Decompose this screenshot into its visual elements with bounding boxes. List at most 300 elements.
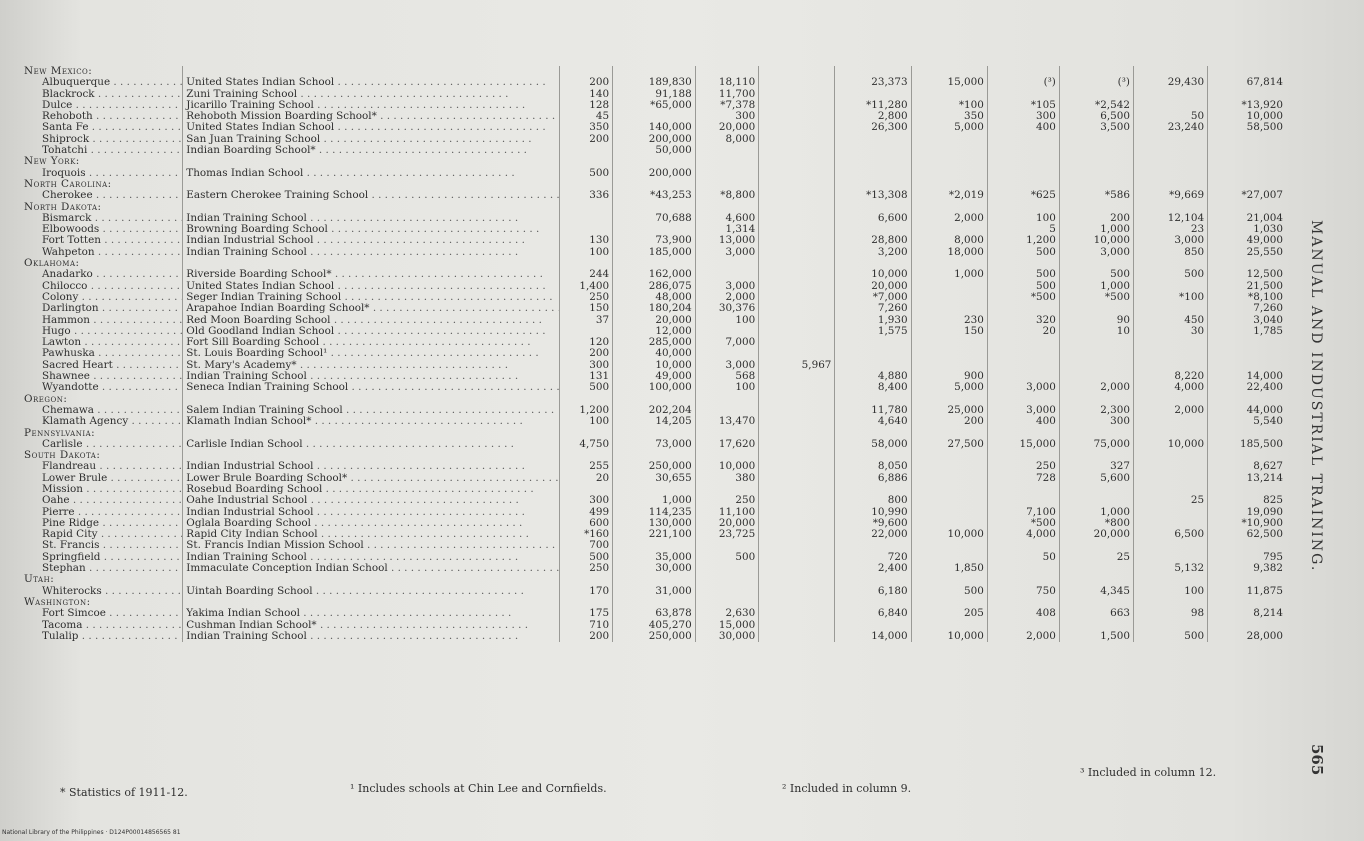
value-cell-c4 [759, 224, 835, 235]
value-cell-c10 [1208, 484, 1286, 495]
school-name-cell: Indian Training School . . . [183, 631, 560, 642]
value-cell-c7: 400 [987, 416, 1059, 427]
value-cell-c8 [1059, 360, 1133, 371]
state-row [24, 202, 1286, 213]
school-name-cell: Jicarillo Training School . . . [183, 100, 560, 111]
location-cell: Tulalip . . . [24, 631, 183, 642]
value-cell-c5: 26,300 [835, 122, 911, 133]
value-cell-c3: 568 [695, 371, 759, 382]
value-cell-c3: 30,376 [695, 303, 759, 314]
school-name-cell: Eastern Cherokee Training School . . . [183, 190, 560, 201]
value-cell-c9: 12,104 [1133, 213, 1207, 224]
value-cell-c7: 1,200 [987, 235, 1059, 246]
empty-cell [183, 202, 560, 213]
value-cell-c3: 17,620 [695, 439, 759, 450]
value-cell-c5: 720 [835, 552, 911, 563]
value-cell-c2: 130,000 [613, 518, 696, 529]
value-cell-c2: 12,000 [613, 326, 696, 337]
table-row [24, 190, 1286, 201]
value-cell-c10: 62,500 [1208, 529, 1286, 540]
table-row [24, 269, 1286, 280]
state-heading: North Dakota: [24, 201, 102, 213]
value-cell-c10: 3,040 [1208, 315, 1286, 326]
value-cell-c4: 5,967 [759, 360, 835, 371]
location-cell: Pierre . . . [24, 507, 183, 518]
value-cell-c9 [1133, 461, 1207, 472]
table-row [24, 552, 1286, 563]
empty-cell [1208, 574, 1286, 585]
value-cell-c8: 25 [1059, 552, 1133, 563]
value-cell-c5 [835, 484, 911, 495]
value-cell-c9 [1133, 473, 1207, 484]
value-cell-c4 [759, 631, 835, 642]
value-cell-c4 [759, 213, 835, 224]
empty-cell [987, 179, 1059, 190]
location-cell: Chilocco . . . [24, 281, 183, 292]
value-cell-c1 [560, 326, 613, 337]
value-cell-c10: 22,400 [1208, 382, 1286, 393]
value-cell-c8 [1059, 484, 1133, 495]
school-name-cell: Fort Sill Boarding School . . . [183, 337, 560, 348]
empty-cell [1059, 428, 1133, 439]
value-cell-c7 [987, 303, 1059, 314]
value-cell-c5: 10,990 [835, 507, 911, 518]
value-cell-c5: 8,050 [835, 461, 911, 472]
empty-cell [613, 450, 696, 461]
state-heading: New Mexico: [24, 66, 93, 77]
value-cell-c9 [1133, 552, 1207, 563]
value-cell-c8: 90 [1059, 315, 1133, 326]
value-cell-c3 [695, 586, 759, 597]
value-cell-c5: 14,000 [835, 631, 911, 642]
value-cell-c9: *100 [1133, 292, 1207, 303]
value-cell-c1: 244 [560, 269, 613, 280]
table-row [24, 100, 1286, 111]
value-cell-c3: 3,000 [695, 360, 759, 371]
value-cell-c3: 13,000 [695, 235, 759, 246]
footnote-1: ¹ Includes schools at Chin Lee and Cornfields. [350, 782, 607, 795]
value-cell-c2: 48,000 [613, 292, 696, 303]
empty-cell [835, 66, 911, 77]
value-cell-c2: 30,000 [613, 563, 696, 574]
table-row [24, 495, 1286, 506]
empty-cell [1208, 394, 1286, 405]
school-name-cell: United States Indian School . . . [183, 122, 560, 133]
value-cell-c10: 1,785 [1208, 326, 1286, 337]
value-cell-c2: 50,000 [613, 145, 696, 156]
value-cell-c8: 200 [1059, 213, 1133, 224]
table-row [24, 281, 1286, 292]
value-cell-c5: 800 [835, 495, 911, 506]
location-cell: Bismarck . . . [24, 213, 183, 224]
empty-cell [759, 156, 835, 167]
empty-cell [1059, 597, 1133, 608]
empty-cell [560, 450, 613, 461]
empty-cell [560, 428, 613, 439]
value-cell-c4 [759, 586, 835, 597]
value-cell-c9 [1133, 89, 1207, 100]
value-cell-c6: 18,000 [911, 247, 987, 258]
value-cell-c9: 3,000 [1133, 235, 1207, 246]
value-cell-c1 [560, 145, 613, 156]
value-cell-c4 [759, 416, 835, 427]
value-cell-c9: 4,000 [1133, 382, 1207, 393]
table-row [24, 337, 1286, 348]
school-name-cell: Indian Boarding School* . . . [183, 145, 560, 156]
location-cell: Wyandotte . . . [24, 382, 183, 393]
value-cell-c9 [1133, 281, 1207, 292]
school-name-cell: Uintah Boarding School . . . [183, 586, 560, 597]
state-heading: Utah: [24, 574, 55, 586]
value-cell-c1: 300 [560, 360, 613, 371]
empty-cell [695, 156, 759, 167]
value-cell-c4 [759, 529, 835, 540]
value-cell-c10: 19,090 [1208, 507, 1286, 518]
table-row [24, 608, 1286, 619]
value-cell-c3: 11,700 [695, 89, 759, 100]
school-name-cell: Thomas Indian School . . . [183, 168, 560, 179]
library-mark: National Library of the Philippines · D124P00014856565 81 [2, 829, 181, 836]
value-cell-c7: 408 [987, 608, 1059, 619]
location-cell: Flandreau . . . [24, 461, 183, 472]
location-cell: Albuquerque . . . [24, 77, 183, 88]
value-cell-c3: 10,000 [695, 461, 759, 472]
empty-cell [560, 156, 613, 167]
location-cell: Pine Ridge . . . [24, 518, 183, 529]
state-row [24, 258, 1286, 269]
value-cell-c5 [835, 620, 911, 631]
school-name-cell: Oahe Industrial School . . . [183, 495, 560, 506]
school-name-cell: San Juan Training School . . . [183, 134, 560, 145]
value-cell-c4 [759, 608, 835, 619]
value-cell-c7 [987, 89, 1059, 100]
value-cell-c1: 150 [560, 303, 613, 314]
value-cell-c8: 1,000 [1059, 224, 1133, 235]
location-cell: Stephan . . . [24, 563, 183, 574]
empty-cell [613, 202, 696, 213]
school-name-cell: Klamath Indian School* . . . [183, 416, 560, 427]
value-cell-c3: 4,600 [695, 213, 759, 224]
empty-cell [613, 258, 696, 269]
value-cell-c5: 6,840 [835, 608, 911, 619]
value-cell-c9: 850 [1133, 247, 1207, 258]
school-name-cell: Indian Industrial School . . . [183, 461, 560, 472]
value-cell-c4 [759, 552, 835, 563]
value-cell-c1: 128 [560, 100, 613, 111]
table-row [24, 348, 1286, 359]
state-row [24, 450, 1286, 461]
value-cell-c3: 13,470 [695, 416, 759, 427]
value-cell-c3: 11,100 [695, 507, 759, 518]
location-cell: Shiprock . . . [24, 134, 183, 145]
empty-cell [1133, 66, 1207, 77]
value-cell-c10: 58,500 [1208, 122, 1286, 133]
value-cell-c1 [560, 484, 613, 495]
value-cell-c5: 23,373 [835, 77, 911, 88]
value-cell-c2: 1,000 [613, 495, 696, 506]
value-cell-c6: 10,000 [911, 631, 987, 642]
value-cell-c8: 500 [1059, 269, 1133, 280]
value-cell-c10: 10,000 [1208, 111, 1286, 122]
value-cell-c4 [759, 89, 835, 100]
empty-cell [759, 258, 835, 269]
school-name-cell: Immaculate Conception Indian School . . . [183, 563, 560, 574]
table-row [24, 315, 1286, 326]
state-heading: Oregon: [24, 393, 68, 405]
value-cell-c10: 28,000 [1208, 631, 1286, 642]
school-name-cell: Oglala Boarding School . . . [183, 518, 560, 529]
empty-cell [911, 450, 987, 461]
value-cell-c9 [1133, 145, 1207, 156]
value-cell-c10: 795 [1208, 552, 1286, 563]
value-cell-c9: 29,430 [1133, 77, 1207, 88]
school-name-cell: United States Indian School . . . [183, 77, 560, 88]
value-cell-c2 [613, 484, 696, 495]
empty-cell [835, 574, 911, 585]
value-cell-c3: 20,000 [695, 122, 759, 133]
empty-cell [987, 258, 1059, 269]
value-cell-c9 [1133, 416, 1207, 427]
empty-cell [613, 394, 696, 405]
school-name-cell: United States Indian School . . . [183, 281, 560, 292]
value-cell-c7 [987, 540, 1059, 551]
value-cell-c8: 4,345 [1059, 586, 1133, 597]
value-cell-c3 [695, 563, 759, 574]
value-cell-c9: 8,220 [1133, 371, 1207, 382]
value-cell-c10 [1208, 89, 1286, 100]
value-cell-c6 [911, 495, 987, 506]
value-cell-c5: *13,308 [835, 190, 911, 201]
value-cell-c10: *8,100 [1208, 292, 1286, 303]
empty-cell [1208, 202, 1286, 213]
empty-cell [1059, 156, 1133, 167]
empty-cell [1133, 394, 1207, 405]
empty-cell [560, 394, 613, 405]
value-cell-c2: 100,000 [613, 382, 696, 393]
empty-cell [183, 428, 560, 439]
location-cell: Dulce . . . [24, 100, 183, 111]
table-row [24, 620, 1286, 631]
value-cell-c7: 320 [987, 315, 1059, 326]
value-cell-c5: *9,600 [835, 518, 911, 529]
value-cell-c1: 20 [560, 473, 613, 484]
state-row [24, 574, 1286, 585]
empty-cell [987, 156, 1059, 167]
value-cell-c9 [1133, 518, 1207, 529]
value-cell-c5: 6,600 [835, 213, 911, 224]
value-cell-c9: 5,132 [1133, 563, 1207, 574]
value-cell-c2 [613, 540, 696, 551]
location-cell: Fort Totten . . . [24, 235, 183, 246]
school-name-cell: Indian Training School . . . [183, 213, 560, 224]
value-cell-c8 [1059, 563, 1133, 574]
value-cell-c10 [1208, 168, 1286, 179]
value-cell-c10: 825 [1208, 495, 1286, 506]
value-cell-c6 [911, 292, 987, 303]
value-cell-c6: *2,019 [911, 190, 987, 201]
table-row [24, 224, 1286, 235]
location-cell: Darlington . . . [24, 303, 183, 314]
value-cell-c5: 6,180 [835, 586, 911, 597]
value-cell-c9 [1133, 484, 1207, 495]
value-cell-c10: 67,814 [1208, 77, 1286, 88]
value-cell-c6: 10,000 [911, 529, 987, 540]
value-cell-c1: 37 [560, 315, 613, 326]
value-cell-c4 [759, 484, 835, 495]
value-cell-c3: 250 [695, 495, 759, 506]
value-cell-c1: 1,400 [560, 281, 613, 292]
value-cell-c6: 25,000 [911, 405, 987, 416]
value-cell-c7: *500 [987, 518, 1059, 529]
value-cell-c1: 500 [560, 168, 613, 179]
empty-cell [835, 597, 911, 608]
value-cell-c8 [1059, 134, 1133, 145]
value-cell-c5: 1,575 [835, 326, 911, 337]
school-name-cell: Cushman Indian School* . . . [183, 620, 560, 631]
school-name-cell: Indian Training School . . . [183, 552, 560, 563]
value-cell-c10: 14,000 [1208, 371, 1286, 382]
empty-cell [911, 156, 987, 167]
empty-cell [183, 450, 560, 461]
value-cell-c2: 63,878 [613, 608, 696, 619]
value-cell-c4 [759, 337, 835, 348]
empty-cell [560, 597, 613, 608]
empty-cell [183, 597, 560, 608]
school-name-cell: Yakima Indian School . . . [183, 608, 560, 619]
value-cell-c8: 2,300 [1059, 405, 1133, 416]
value-cell-c4 [759, 111, 835, 122]
value-cell-c9: 23 [1133, 224, 1207, 235]
value-cell-c6 [911, 348, 987, 359]
value-cell-c7: *500 [987, 292, 1059, 303]
empty-cell [911, 597, 987, 608]
value-cell-c4 [759, 405, 835, 416]
value-cell-c9: 98 [1133, 608, 1207, 619]
value-cell-c5 [835, 168, 911, 179]
value-cell-c10: *13,920 [1208, 100, 1286, 111]
value-cell-c10: 49,000 [1208, 235, 1286, 246]
empty-cell [695, 394, 759, 405]
value-cell-c3: 100 [695, 382, 759, 393]
value-cell-c9 [1133, 620, 1207, 631]
value-cell-c7 [987, 563, 1059, 574]
value-cell-c1: 250 [560, 292, 613, 303]
value-cell-c10 [1208, 134, 1286, 145]
value-cell-c1: 131 [560, 371, 613, 382]
value-cell-c9: 30 [1133, 326, 1207, 337]
empty-cell [759, 179, 835, 190]
empty-cell [835, 202, 911, 213]
value-cell-c1: 130 [560, 235, 613, 246]
empty-cell [759, 597, 835, 608]
value-cell-c4 [759, 620, 835, 631]
table-row [24, 461, 1286, 472]
value-cell-c7: 100 [987, 213, 1059, 224]
state-row [24, 66, 1286, 77]
table-row [24, 439, 1286, 450]
location-cell: Pawhuska . . . [24, 348, 183, 359]
empty-cell [1059, 202, 1133, 213]
table-row [24, 484, 1286, 495]
value-cell-c5 [835, 145, 911, 156]
table-row [24, 405, 1286, 416]
value-cell-c1: 710 [560, 620, 613, 631]
table-row [24, 213, 1286, 224]
table-row [24, 134, 1286, 145]
value-cell-c6 [911, 168, 987, 179]
school-name-cell: Old Goodland Indian School . . . [183, 326, 560, 337]
value-cell-c1: 255 [560, 461, 613, 472]
state-heading: South Dakota: [24, 450, 101, 462]
empty-cell [613, 66, 696, 77]
value-cell-c2: 114,235 [613, 507, 696, 518]
value-cell-c4 [759, 371, 835, 382]
empty-cell [1208, 258, 1286, 269]
value-cell-c3: *7,378 [695, 100, 759, 111]
empty-cell [183, 179, 560, 190]
empty-cell [560, 202, 613, 213]
value-cell-c3 [695, 540, 759, 551]
school-name-cell: Red Moon Boarding School . . . [183, 315, 560, 326]
school-name-cell: Seger Indian Training School . . . [183, 292, 560, 303]
value-cell-c1: 175 [560, 608, 613, 619]
empty-cell [911, 66, 987, 77]
location-cell: Tohatchi . . . [24, 145, 183, 156]
empty-cell [911, 394, 987, 405]
value-cell-c8 [1059, 303, 1133, 314]
empty-cell [759, 202, 835, 213]
value-cell-c9 [1133, 134, 1207, 145]
value-cell-c4 [759, 495, 835, 506]
location-cell: Rapid City . . . [24, 529, 183, 540]
value-cell-c4 [759, 122, 835, 133]
location-cell: Klamath Agency . . . [24, 416, 183, 427]
value-cell-c4 [759, 507, 835, 518]
table-row [24, 382, 1286, 393]
empty-cell [911, 428, 987, 439]
value-cell-c8 [1059, 145, 1133, 156]
empty-cell [987, 66, 1059, 77]
value-cell-c10: *10,900 [1208, 518, 1286, 529]
value-cell-c7: 4,000 [987, 529, 1059, 540]
table-row [24, 89, 1286, 100]
school-name-cell: Browning Boarding School . . . [183, 224, 560, 235]
empty-cell [183, 258, 560, 269]
empty-cell [560, 179, 613, 190]
value-cell-c5: 58,000 [835, 439, 911, 450]
value-cell-c7: *105 [987, 100, 1059, 111]
empty-cell [1059, 258, 1133, 269]
value-cell-c4 [759, 348, 835, 359]
value-cell-c5: 2,400 [835, 563, 911, 574]
value-cell-c10: 13,214 [1208, 473, 1286, 484]
value-cell-c4 [759, 292, 835, 303]
value-cell-c6: 2,000 [911, 213, 987, 224]
value-cell-c5: 6,886 [835, 473, 911, 484]
empty-cell [1208, 597, 1286, 608]
value-cell-c2: 35,000 [613, 552, 696, 563]
value-cell-c6: 5,000 [911, 122, 987, 133]
value-cell-c8 [1059, 540, 1133, 551]
location-cell: Wahpeton . . . [24, 247, 183, 258]
value-cell-c8: 1,000 [1059, 281, 1133, 292]
value-cell-c8: 2,000 [1059, 382, 1133, 393]
statistics-table [24, 66, 1286, 642]
value-cell-c10: 8,627 [1208, 461, 1286, 472]
value-cell-c10: 185,500 [1208, 439, 1286, 450]
value-cell-c8: 663 [1059, 608, 1133, 619]
empty-cell [1133, 156, 1207, 167]
